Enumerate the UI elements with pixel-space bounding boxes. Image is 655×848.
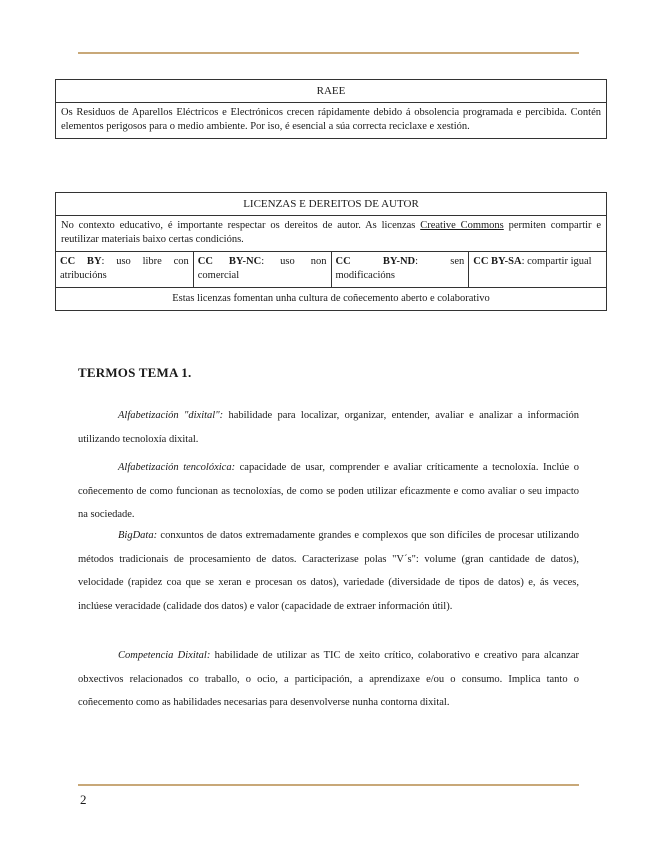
license-desc: : sen modificacións [335,256,465,281]
licenses-intro [56,216,607,252]
page-number: 2 [80,792,87,807]
term-definition: conxuntos de datos extremadamente grandes e complexos que son difíciles de procesar utilizando métodos tradicionais de procesamiento de datos. Caracterizase polas "V´s": volume (gran cantidade de datos), velocidade (rapidez coa que se xeran e procesan os datos), variedade (diversidade de tipos de datos) e, ás veces, inclúese veracidade (calidade dos datos) e valor (capacidade de extraer información útil). [78,530,579,612]
licenses-intro-text: No contexto educativo, é importante respectar os dereitos de autor. As licenzas [61,220,421,231]
licenses-box [55,192,607,311]
creative-commons-link[interactable]: Creative Commons [420,220,504,231]
license-desc: : uso libre con atribucións [60,256,189,281]
license-code: CC BY-NC [197,256,262,267]
term-paragraph [78,644,579,715]
term-definition: capacidade de usar, comprender e avaliar críticamente a tecnoloxía. Inclúe o coñecemento de como funcionan as tecnoloxías, de como se poden utilizar eficazmente e como avaliar o seu impacto na sociedade. [78,462,579,521]
section-title: TERMOS TEMA 1. [78,365,192,380]
term-name: Alfabetización tencolóxica: [118,462,236,473]
license-code: CC BY-ND [335,256,416,267]
term-name: Competencia Dixital: [118,650,211,661]
license-cc-by [56,252,194,288]
term-paragraph [78,524,579,618]
term-definition: habilidade de utilizar as TIC de xeito crítico, colaborativo e creativo para alcanzar obxectivos relacionados co traballo, o ocio, a participación, a aprendizaxe e/ou o consumo. Implica tanto o coñecemento como as habilidades necesarias para desenvolverse nunha contorna dixital. [78,650,580,709]
header-rule [78,52,579,54]
raee-box [55,79,607,139]
term-definition: habilidade para localizar, organizar, entender, avaliar e analizar a información utilizando tecnoloxía dixital. [78,410,579,445]
raee-text: Os Residuos de Aparellos Eléctricos e Electrónicos crecen rápidamente debido á obsolencia programada e percibida. Contén elementos perigosos para o medio ambiente. Por iso, é esencial a súa correcta reciclaxe e xestión. [56,103,607,139]
raee-title: RAEE [56,80,607,103]
license-code: CC BY [60,256,102,267]
license-code: CC BY-SA [473,256,522,267]
term-paragraph [78,404,579,451]
licenses-intro-text-end: permiten compartir e reutilizar materiais baixo certas condicións. [61,220,601,245]
footer-rule [78,784,579,786]
term-name: Alfabetización "dixital": [118,410,224,421]
license-desc: : uso non comercial [197,256,327,281]
licenses-footer: Estas licenzas fomentan unha cultura de coñecemento aberto e colaborativo [56,288,607,311]
license-cc-by-nd [331,252,469,288]
term-name: BigData: [118,530,158,541]
licenses-title: LICENZAS E DEREITOS DE AUTOR [56,193,607,216]
term-paragraph [78,456,579,527]
license-cc-by-sa [469,252,607,288]
license-cc-by-nc [193,252,331,288]
license-desc: : compartir igual [521,256,592,267]
